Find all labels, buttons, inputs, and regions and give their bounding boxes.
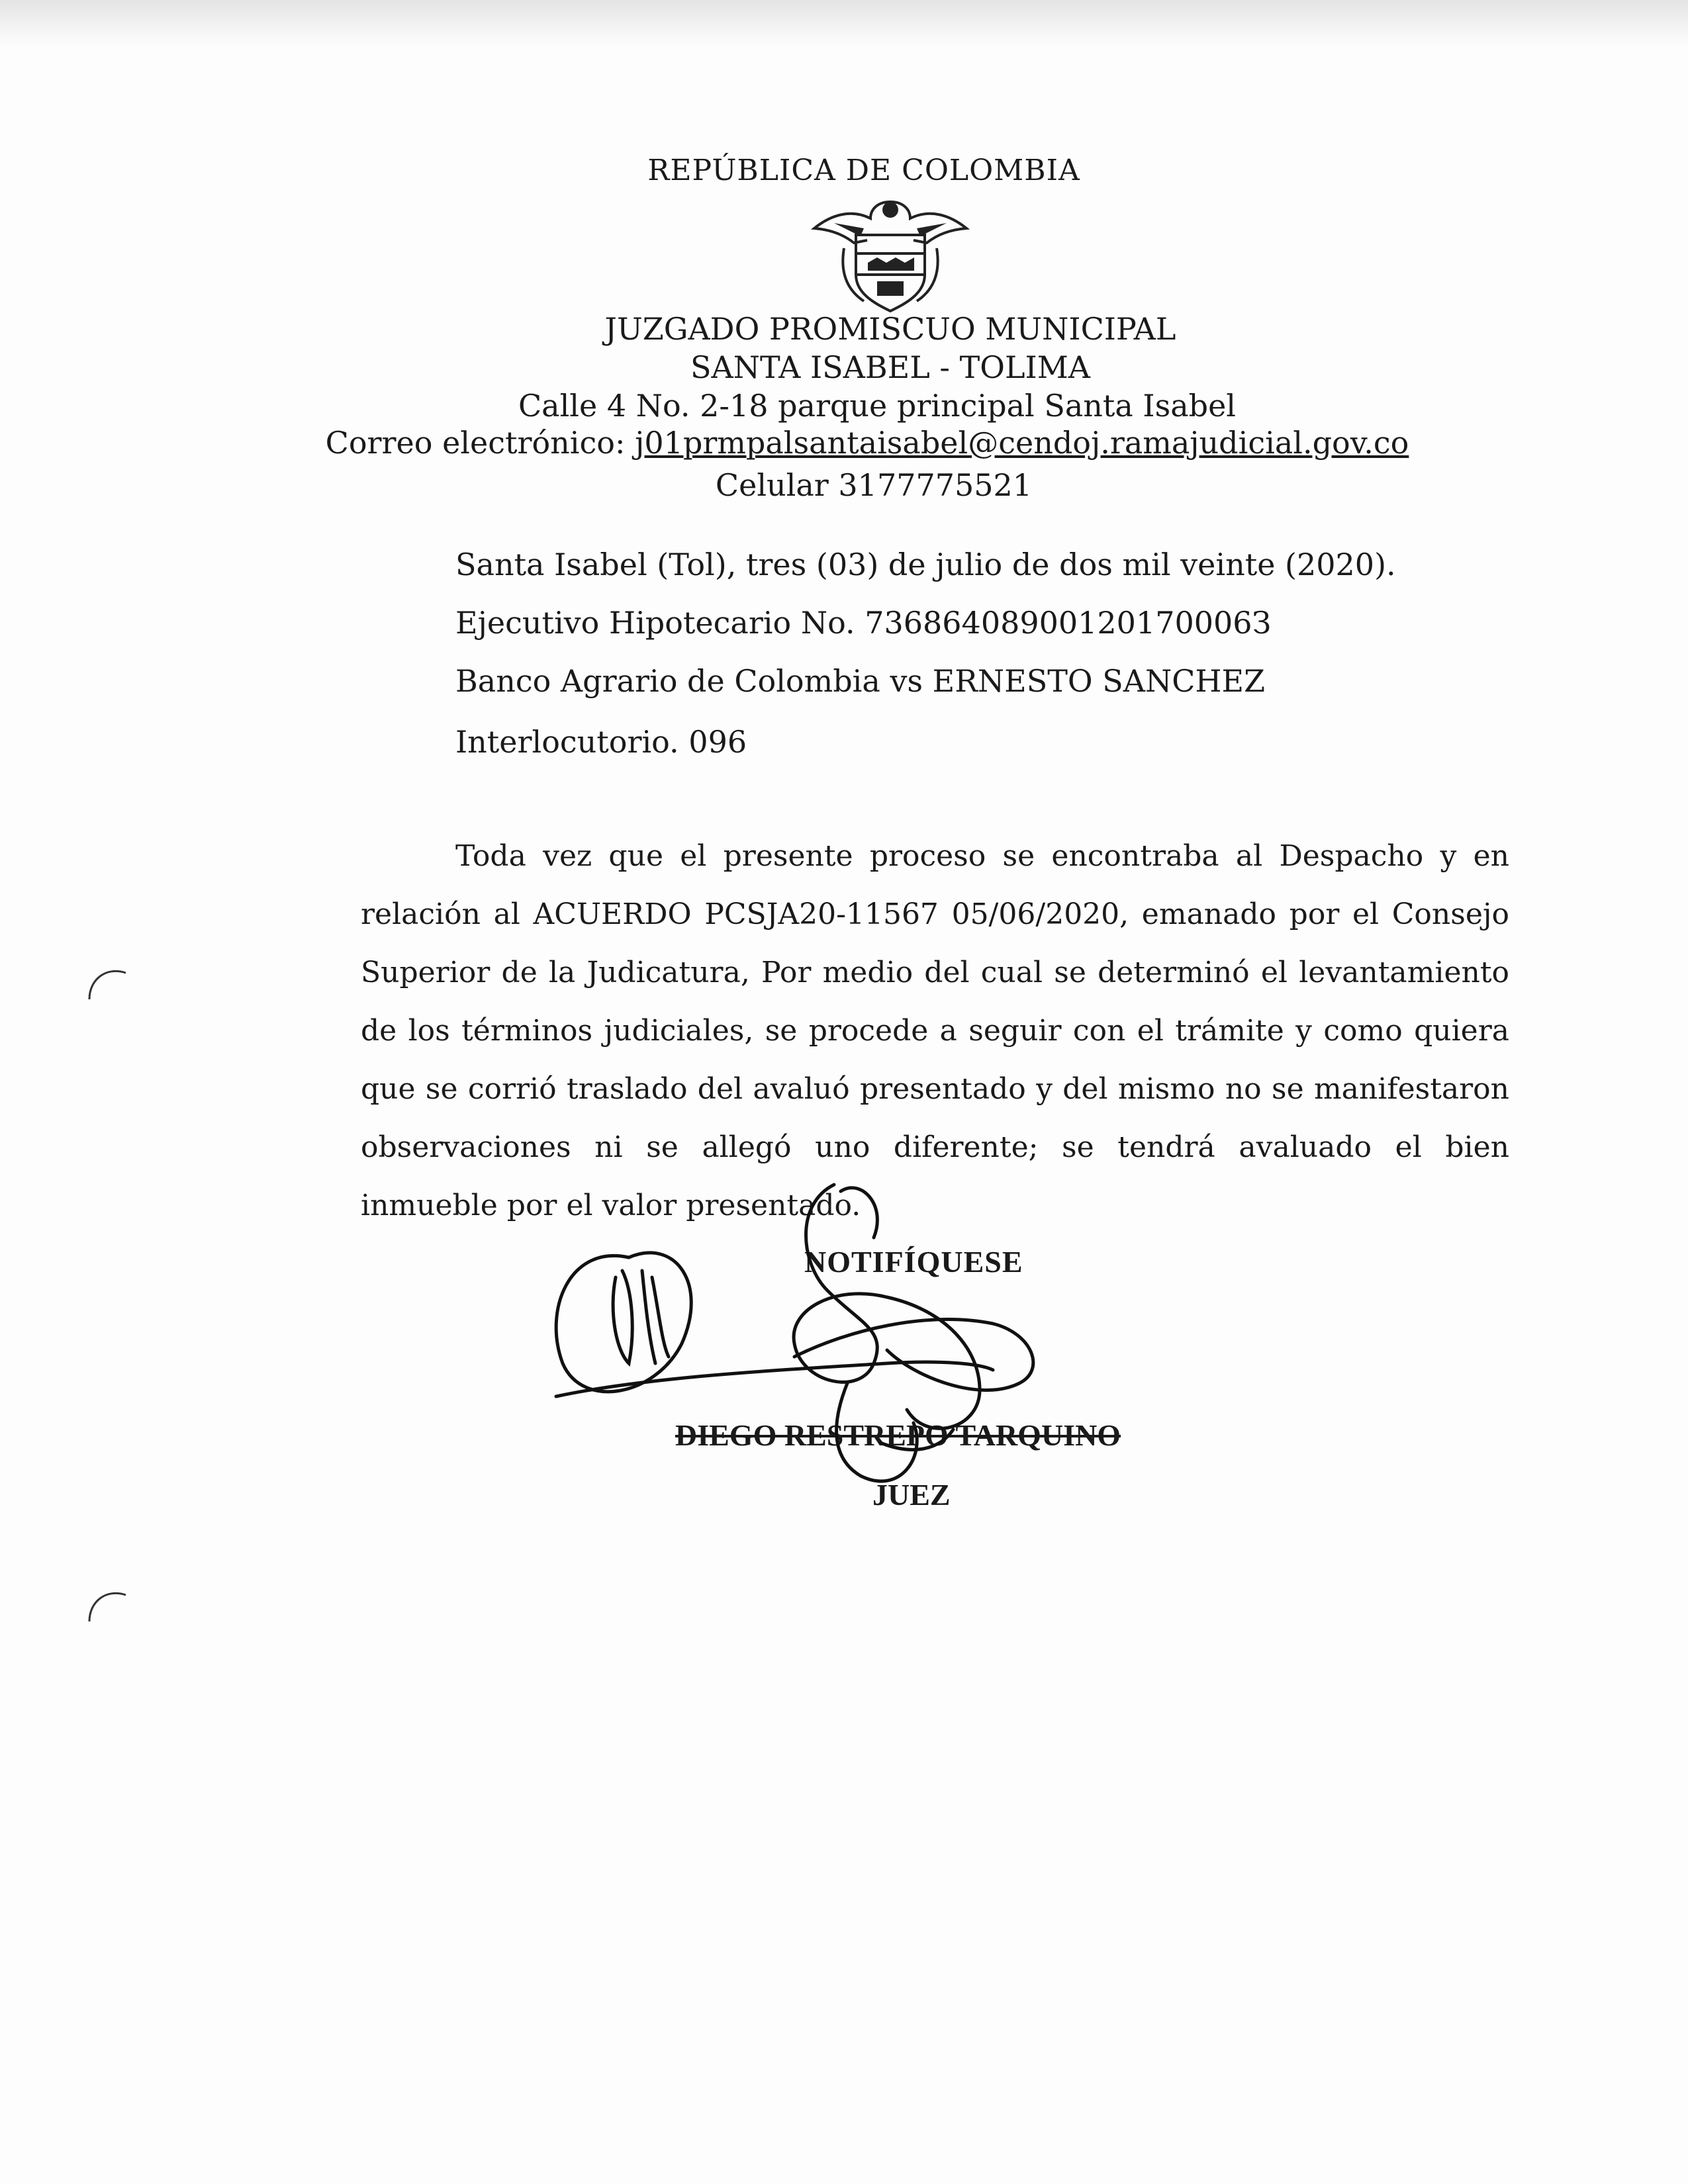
- punch-hole-mark: [79, 963, 139, 1023]
- body-paragraph: Toda vez que el presente proceso se encontraba al Despacho y en relación al ACUERDO PCSJA20-11567 05/06/2020, emanado por el Consejo Superior de la Judicatura, Por medio del cual se determinó el levantamiento de los términos judiciales, se procede a seguir con el trámite y como quiera que se corrió traslado del avaluó presentado y del mismo no se manifestaron observaciones ni se allegó uno diferente; se tendrá avaluado el bien inmueble por el valor presentado.: [361, 839, 1509, 1222]
- scan-shadow: [0, 0, 1688, 46]
- judge-name: DIEGO RESTREPO TARQUINO: [675, 1418, 1121, 1452]
- case-number: Ejecutivo Hipotecario No. 73686408900120170006З: [455, 605, 1272, 641]
- punch-hole-mark: [79, 1585, 139, 1645]
- document-date: Santa Isabel (Tol), tres (03) de julio de dos mil veinte (2020).: [455, 547, 1396, 582]
- court-city: SANTA ISABEL - TOLIMA: [690, 349, 1091, 385]
- email-label: Correo electrónico:: [325, 425, 635, 461]
- email-link[interactable]: j01prmpalsantaisabel@cendoj.ramajudicial.gov.co: [635, 425, 1409, 461]
- court-phone: Celular 3177775521: [715, 467, 1033, 503]
- court-name: JUZGADO PROMISCUO MUNICIPAL: [604, 311, 1176, 347]
- coat-of-arms-icon: [804, 189, 976, 314]
- court-address: Calle 4 No. 2-18 parque principal Santa Isabel: [518, 388, 1237, 424]
- interlocutory-number: Interlocutorio. 096: [455, 724, 747, 760]
- republic-heading: REPÚBLICA DE COLOMBIA: [647, 154, 1080, 187]
- notify-heading: NOTIFÍQUESE: [804, 1245, 1023, 1279]
- judge-title: JUEZ: [872, 1478, 951, 1512]
- case-parties: Banco Agrario de Colombia vs ERNESTO SANCHEZ: [455, 663, 1266, 699]
- email-line: [0, 425, 1688, 461]
